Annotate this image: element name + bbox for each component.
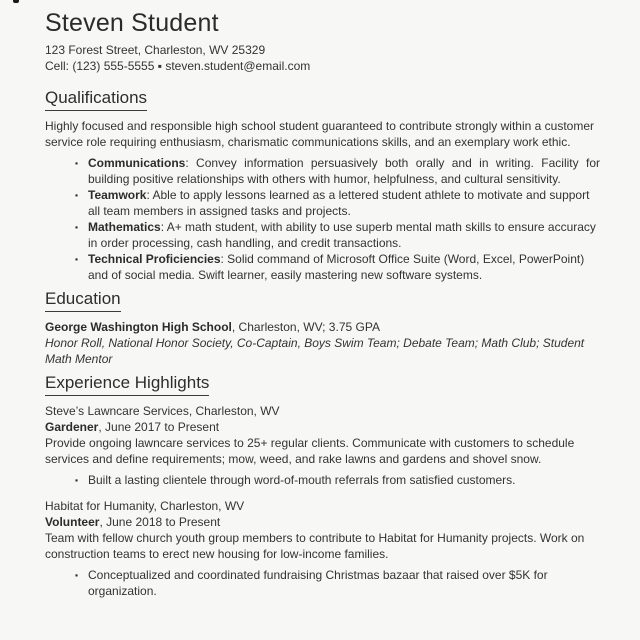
heading-text: Qualifications [45,88,147,111]
job-entry [45,403,600,488]
job-entry [45,498,600,599]
honors-line: Honor Roll, National Honor Society, Co-Captain, Boys Swim Team; Debate Team; Math Club; Student Math Mentor [45,336,585,366]
bullet-body: : Convey information persuasively both orally and in writing. Facility for building positive relationships with others with humor, helpfulness, and cultural sensitivity. [88,156,600,186]
list-item [75,472,600,488]
artifact-mark [13,0,19,3]
contact-line: Cell: (123) 555-5555 ▪ steven.student@email.com [45,59,311,73]
bullet-text: Conceptualized and coordinated fundraising Christmas bazaar that raised over $5K for organization. [88,568,548,598]
bullet-icon: ▪ [75,254,79,264]
bullet-body: : Able to apply lessons learned as a lettered student athlete to motivate and support all team members in assigned tasks and projects. [88,188,590,218]
qualifications-summary: Highly focused and responsible high school student guaranteed to contribute strongly within a customer service role requiring enthusiasm, charismatic communications skills, and an exemplary work ethic. [45,119,594,149]
bullet-icon: ▪ [75,158,79,168]
list-item [75,187,600,219]
list-item [75,155,600,187]
bullet-text [88,155,600,187]
job-bullet-list [75,472,600,488]
education-block [45,319,600,367]
school-details: , Charleston, WV; 3.75 GPA [231,320,380,334]
school-line [45,319,600,335]
resume-name: Steven Student [45,9,219,37]
title-line [45,419,600,435]
bullet-body: : A+ math student, with ability to use superb mental math skills to ensure accuracy in order processing, cash handling, and credit transactions. [88,220,596,250]
address-line: 123 Forest Street, Charleston, WV 25329 [45,43,266,57]
section-heading-experience [45,373,600,396]
job-title: Gardener [45,420,99,434]
bullet-icon: ▪ [75,222,79,232]
bullet-icon: ▪ [75,475,79,485]
list-item [75,567,600,599]
bullet-label: Mathematics [88,220,161,234]
school-name: George Washington High School [45,320,232,334]
bullet-body: : Solid command of Microsoft Office Suite (Word, Excel, PowerPoint) and of social media. Swift learner, easily mastering new software systems. [88,252,585,282]
company-line: Steve’s Lawncare Services, Charleston, WV [45,404,280,418]
job-title: Volunteer [45,515,100,529]
bullet-label: Communications [88,156,186,170]
section-heading-education [45,289,600,312]
job-bullet-list [75,567,600,599]
heading-text: Education [45,289,121,312]
job-description: Team with fellow church youth group members to contribute to Habitat for Humanity projects. Work on construction teams to erect new housing for low-income families. [45,531,585,561]
company-line: Habitat for Humanity, Charleston, WV [45,499,245,513]
bullet-label: Technical Proficiencies [88,252,221,266]
bullet-text [88,219,600,251]
bullet-label: Teamwork [88,188,147,202]
bullet-text [88,251,600,283]
qualifications-list [75,155,600,283]
list-item [75,219,600,251]
job-dates: , June 2018 to Present [99,515,221,529]
list-item [75,251,600,283]
bullet-text: Built a lasting clientele through word-of-mouth referrals from satisfied customers. [88,473,516,487]
bullet-text [88,187,600,219]
section-heading-qualifications [45,88,600,111]
bullet-icon: ▪ [75,190,79,200]
bullet-icon: ▪ [75,570,79,580]
job-description: Provide ongoing lawncare services to 25+ regular clients. Communicate with customers to schedule services and define requirements; mow, weed, and rake lawns and gardens and shovel snow. [45,436,575,466]
title-line [45,514,600,530]
heading-text: Experience Highlights [45,373,209,396]
job-dates: , June 2017 to Present [98,420,220,434]
